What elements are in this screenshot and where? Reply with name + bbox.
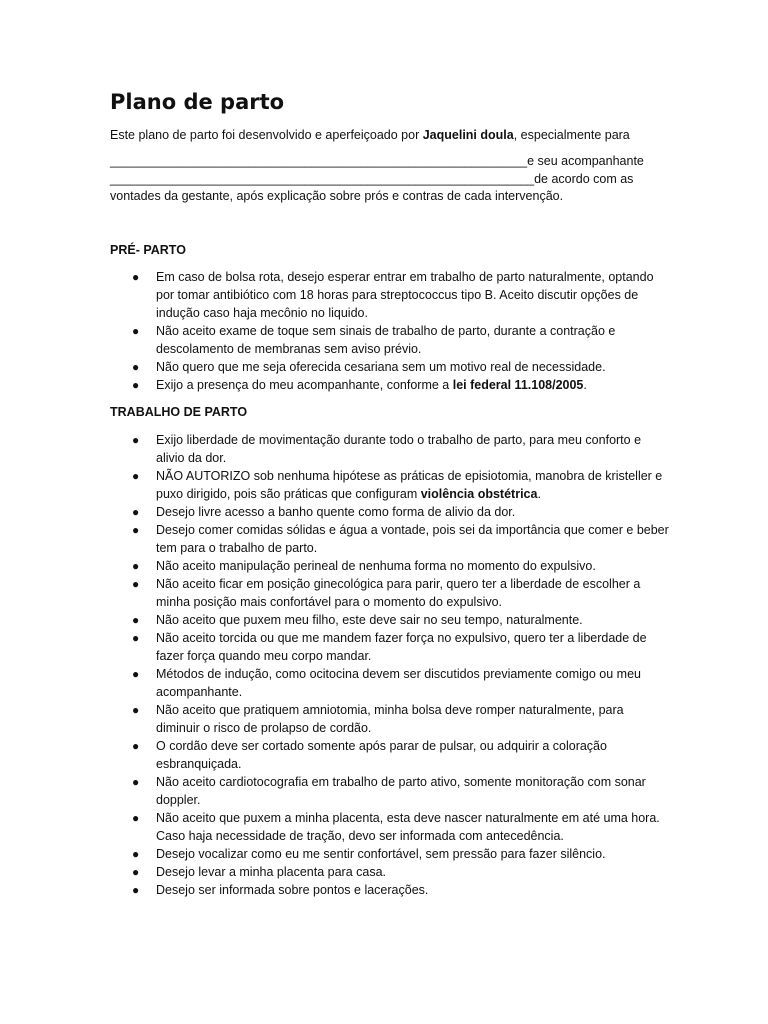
list-item-text: Não aceito torcida ou que me mandem fazer força no expulsivo, quero ter a liberdade de fazer força quando meu corpo mandar. bbox=[156, 631, 647, 663]
list-item-text-end: . bbox=[537, 487, 541, 501]
bullet-icon: ● bbox=[132, 775, 140, 789]
list-item-text: Não aceito que puxem meu filho, este deve sair no seu tempo, naturalmente. bbox=[156, 613, 583, 627]
bullet-icon: ● bbox=[132, 505, 140, 519]
list-item bbox=[110, 881, 670, 899]
doula-name: Jaquelini doula bbox=[422, 128, 514, 142]
bullet-icon: ● bbox=[132, 631, 140, 645]
bullet-icon: ● bbox=[132, 847, 140, 861]
list-item-text: Em caso de bolsa rota, desejo esperar entrar em trabalho de parto naturalmente, optando por tomar antibiótico com 18 horas para streptococcus tipo B. Aceito discutir opções de indução caso haja mecônio no liquido. bbox=[156, 270, 654, 320]
list-item bbox=[110, 665, 670, 701]
list-item-text: Não quero que me seja oferecida cesariana sem um motivo real de necessidade. bbox=[156, 360, 606, 374]
list-item bbox=[110, 358, 670, 376]
intro-line-4: vontades da gestante, após explicação sobre prós e contras de cada intervenção. bbox=[110, 189, 564, 204]
list-item-text: Exijo a presença do meu acompanhante, conforme a bbox=[156, 378, 453, 392]
document-title: Plano de parto bbox=[110, 90, 285, 114]
list-item bbox=[110, 575, 670, 611]
list-item-text: Não aceito exame de toque sem sinais de trabalho de parto, durante a contração e descolamento de membranas sem aviso prévio. bbox=[156, 324, 616, 356]
intro-line-1-suffix: , especialmente para bbox=[513, 128, 630, 142]
list-item bbox=[110, 809, 670, 845]
list-item-text: O cordão deve ser cortado somente após parar de pulsar, ou adquirir a coloração esbranquiçada. bbox=[156, 739, 607, 771]
list-item-text: Desejo livre acesso a banho quente como forma de alivio da dor. bbox=[156, 505, 516, 519]
list-item-text: Desejo comer comidas sólidas e água a vontade, pois sei da importância que comer e beber tem para o trabalho de parto. bbox=[156, 523, 669, 555]
list-item-text: NÃO AUTORIZO sob nenhuma hipótese as práticas de episiotomia, manobra de kristeller e puxo dirigido, pois são práticas que configuram bbox=[156, 469, 663, 501]
section-heading-pre-parto: PRÉ- PARTO bbox=[110, 243, 186, 257]
intro-gap bbox=[110, 144, 650, 153]
bullet-icon: ● bbox=[132, 667, 140, 681]
bullet-icon: ● bbox=[132, 739, 140, 753]
list-item-bold-text: violência obstétrica bbox=[420, 487, 538, 501]
list-item bbox=[110, 845, 670, 863]
list-item bbox=[110, 521, 670, 557]
list-item bbox=[110, 376, 670, 394]
bullet-icon: ● bbox=[132, 469, 140, 483]
list-item bbox=[110, 773, 670, 809]
bullet-icon: ● bbox=[132, 360, 140, 374]
list-item-text: Métodos de indução, como ocitocina devem ser discutidos previamente comigo ou meu acompanhante. bbox=[156, 667, 641, 699]
list-item-text: Desejo ser informada sobre pontos e lacerações. bbox=[156, 883, 429, 897]
list-item-text: Não aceito manipulação perineal de nenhuma forma no momento do expulsivo. bbox=[156, 559, 596, 573]
bullet-icon: ● bbox=[132, 324, 140, 338]
list-item bbox=[110, 629, 670, 665]
list-item bbox=[110, 322, 670, 358]
list-item bbox=[110, 737, 670, 773]
list-item bbox=[110, 701, 670, 737]
bullet-icon: ● bbox=[132, 378, 140, 392]
list-item-text: Não aceito que pratiquem amniotomia, minha bolsa deve romper naturalmente, para diminuir o risco de prolapso de cordão. bbox=[156, 703, 624, 735]
list-item bbox=[110, 268, 670, 322]
bullet-icon: ● bbox=[132, 865, 140, 879]
list-item bbox=[110, 557, 670, 575]
bullet-icon: ● bbox=[132, 811, 140, 825]
list-item-bold-text: lei federal 11.108/2005 bbox=[452, 378, 584, 392]
list-item-text: Exijo liberdade de movimentação durante todo o trabalho de parto, para meu conforto e alivio da dor. bbox=[156, 433, 642, 465]
bullet-icon: ● bbox=[132, 613, 140, 627]
list-item-text-end: . bbox=[583, 378, 587, 392]
intro-line-1-prefix: Este plano de parto foi desenvolvido e aperfeiçoado por bbox=[110, 128, 423, 142]
bullet-icon: ● bbox=[132, 270, 140, 284]
intro-blank-line-2: _____________________________________________________________de acordo com as bbox=[110, 171, 634, 186]
trabalho-de-parto-list bbox=[110, 431, 670, 899]
list-item bbox=[110, 467, 670, 503]
list-item-text: Não aceito que puxem a minha placenta, esta deve nascer naturalmente em até uma hora. Caso haja necessidade de tração, devo ser informada com antecedência. bbox=[156, 811, 660, 843]
list-item-text: Desejo levar a minha placenta para casa. bbox=[156, 865, 386, 879]
bullet-icon: ● bbox=[132, 577, 140, 591]
bullet-icon: ● bbox=[132, 559, 140, 573]
list-item bbox=[110, 503, 670, 521]
bullet-icon: ● bbox=[132, 433, 140, 447]
list-item-text: Não aceito cardiotocografia em trabalho de parto ativo, somente monitoração com sonar doppler. bbox=[156, 775, 646, 807]
intro-paragraph bbox=[110, 127, 650, 206]
intro-blank-line-1: ____________________________________________________________e seu acompanhante bbox=[110, 154, 644, 169]
section-heading-trabalho-de-parto: TRABALHO DE PARTO bbox=[110, 405, 248, 419]
intro-line-1 bbox=[110, 127, 650, 144]
pre-parto-list bbox=[110, 268, 670, 394]
list-item-text: Não aceito ficar em posição ginecológica para parir, quero ter a liberdade de escolher a minha posição mais confortável para o momento do expulsivo. bbox=[156, 577, 641, 609]
bullet-icon: ● bbox=[132, 883, 140, 897]
list-item-text: Desejo vocalizar como eu me sentir confortável, sem pressão para fazer silêncio. bbox=[156, 847, 606, 861]
list-item bbox=[110, 431, 670, 467]
bullet-icon: ● bbox=[132, 523, 140, 537]
bullet-icon: ● bbox=[132, 703, 140, 717]
list-item bbox=[110, 863, 670, 881]
list-item bbox=[110, 611, 670, 629]
